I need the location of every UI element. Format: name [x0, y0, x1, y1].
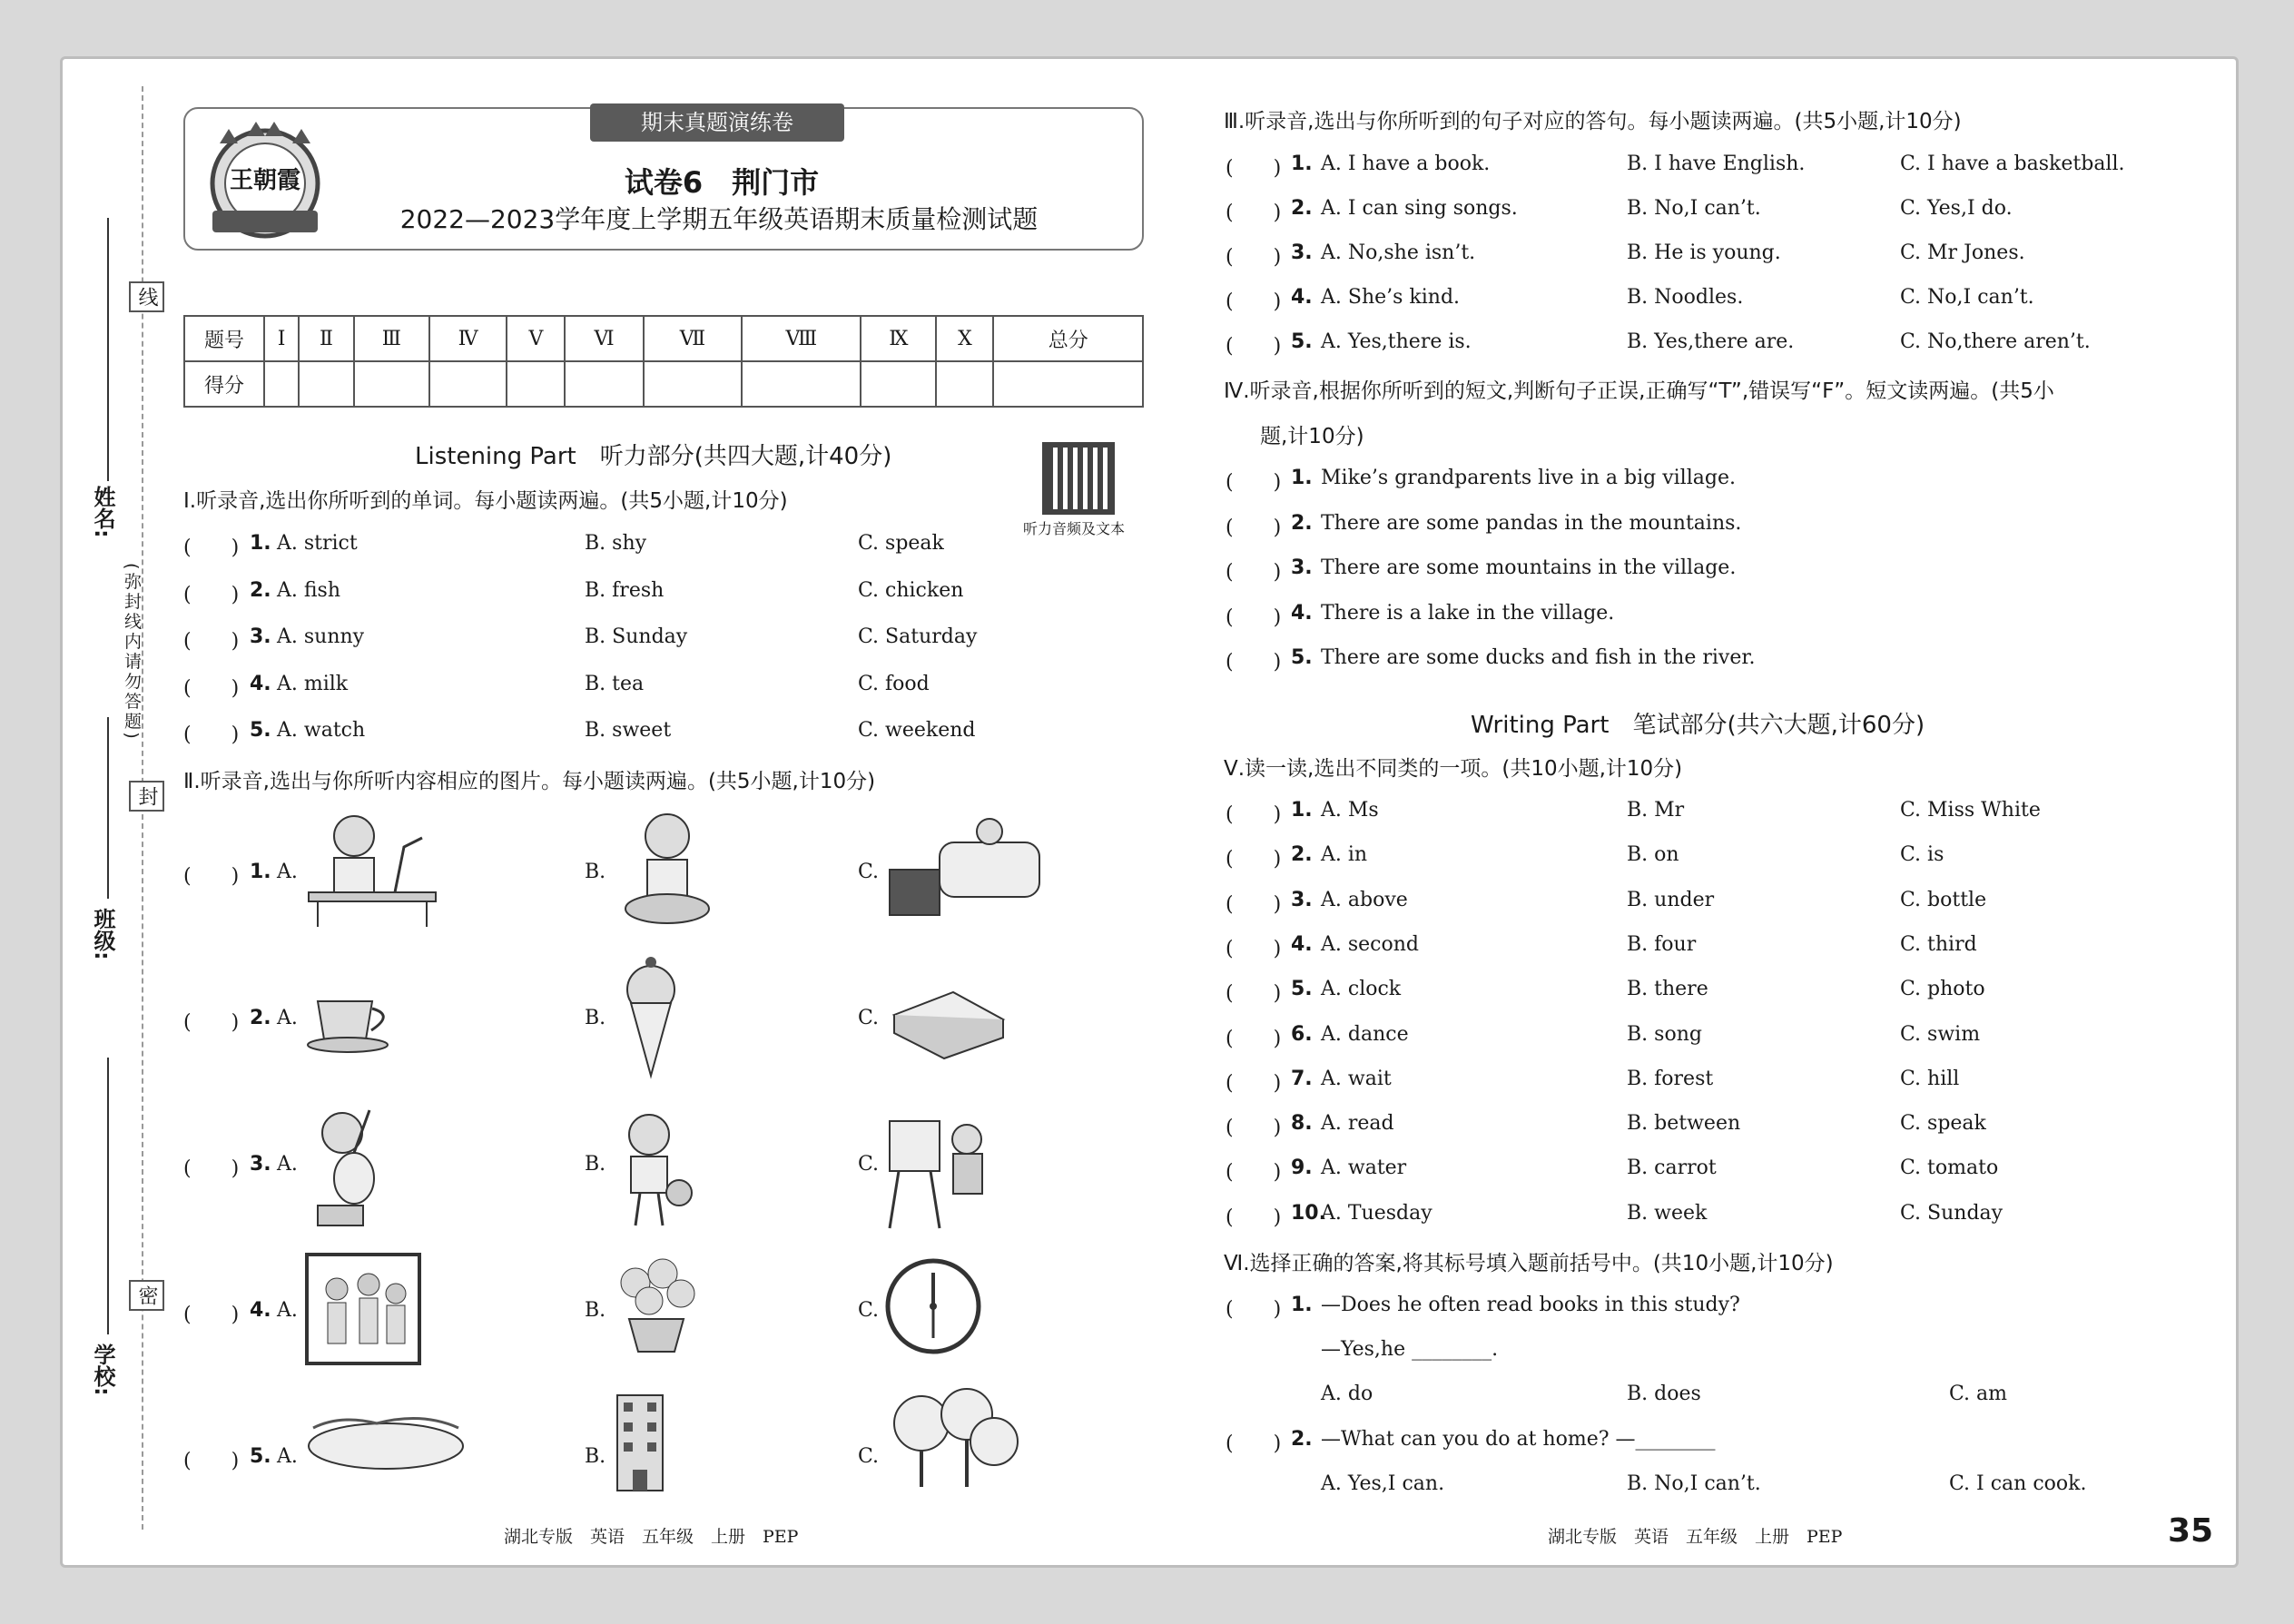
option-b[interactable]: B.	[585, 861, 606, 883]
exam-subtitle: 2022—2023学年度上学期五年级英语期末质量检测试题	[399, 204, 1039, 234]
score-cell[interactable]	[299, 361, 354, 407]
score-col: Ⅹ	[936, 316, 993, 361]
question-number: 2.	[1291, 197, 1313, 220]
option-b[interactable]: B.	[585, 1007, 606, 1029]
answer-bracket[interactable]: ( )	[1226, 848, 1282, 871]
option-a[interactable]: A. I can sing songs.	[1321, 197, 1518, 220]
option-c[interactable]: C. weekend	[858, 719, 976, 742]
answer-bracket[interactable]: ( )	[1226, 157, 1282, 180]
class-blank[interactable]	[107, 717, 109, 899]
cup-of-tea-picture[interactable]	[304, 983, 404, 1056]
answer-bracket[interactable]: ( )	[1226, 1071, 1282, 1095]
option-c[interactable]: C. No,there aren’t.	[1900, 330, 2091, 353]
section-4-title-line2: 题,计10分)	[1260, 425, 1364, 448]
score-col: Ⅷ	[742, 316, 861, 361]
statement: Mike’s grandparents live in a big village.	[1321, 467, 1736, 489]
score-cell[interactable]	[507, 361, 565, 407]
option-a[interactable]: A.	[277, 1007, 298, 1029]
option-a[interactable]: A. read	[1321, 1112, 1394, 1136]
option-b[interactable]: B. forest	[1627, 1067, 1714, 1090]
score-col: Ⅱ	[299, 316, 354, 361]
option-c[interactable]: C.	[858, 861, 880, 883]
girl-sofa-tv-picture[interactable]	[885, 815, 1044, 929]
option-c[interactable]: C. No,I can’t.	[1900, 286, 2034, 309]
question-number: 4.	[1291, 286, 1313, 309]
question-number: 1.	[250, 861, 271, 883]
boy-painting-picture[interactable]	[885, 1112, 989, 1230]
score-col: Ⅴ	[507, 316, 565, 361]
option-c[interactable]: C. Mr Jones.	[1900, 241, 2025, 264]
question-number: 5.	[250, 1445, 271, 1468]
question-number: 7.	[1291, 1067, 1313, 1090]
option-b[interactable]: B. under	[1627, 888, 1715, 911]
lake-picture[interactable]	[304, 1410, 468, 1473]
option-a[interactable]: A. Yes,I can.	[1321, 1472, 1445, 1495]
binding-warning: (弥封线内请勿答题)	[122, 563, 142, 742]
question-number: 2.	[250, 578, 271, 602]
exam-title: 试卷6 荆门市	[624, 165, 820, 200]
option-c[interactable]: C. swim	[1900, 1022, 1981, 1046]
score-col: Ⅰ	[264, 316, 299, 361]
answer-bracket[interactable]: ( )	[183, 630, 240, 653]
option-a[interactable]: A. milk	[277, 672, 349, 695]
option-b[interactable]: B. shy	[585, 532, 647, 555]
answer-bracket[interactable]: ( )	[183, 865, 240, 888]
option-a[interactable]: A.	[277, 861, 298, 883]
answer-bracket[interactable]: ( )	[1226, 561, 1282, 584]
answer-bracket[interactable]: ( )	[1226, 1027, 1282, 1050]
question-number: 3.	[1291, 888, 1313, 911]
binding-seal-mark: 封	[129, 781, 164, 812]
option-a[interactable]: A. dance	[1321, 1022, 1409, 1046]
listening-title: Listening Part 听力部分(共四大题,计40分)	[415, 443, 892, 470]
question-number: 10.	[1291, 1201, 1326, 1225]
option-b[interactable]: B.	[585, 1299, 606, 1322]
question-number: 2.	[250, 1007, 271, 1029]
option-a[interactable]: A. Yes,there is.	[1321, 330, 1472, 353]
ice-cream-picture[interactable]	[622, 953, 681, 1080]
score-col: Ⅶ	[644, 316, 743, 361]
option-c[interactable]: C. Sunday	[1900, 1201, 2004, 1225]
question-number: 1.	[1291, 153, 1313, 175]
score-cell[interactable]	[264, 361, 299, 407]
answer-bracket[interactable]: ( )	[1226, 892, 1282, 916]
forest-picture[interactable]	[885, 1387, 1026, 1491]
option-b[interactable]: B. Noodles.	[1627, 286, 1744, 309]
option-b[interactable]: B.	[585, 1153, 606, 1176]
option-c[interactable]: C.	[858, 1153, 880, 1176]
boy-reading-picture[interactable]	[300, 811, 440, 929]
section-6-title: Ⅵ.选择正确的答案,将其标号填入题前括号中。(共10小题,计10分)	[1224, 1252, 1834, 1275]
question-number: 1.	[1291, 467, 1313, 489]
option-b[interactable]: B. song	[1627, 1022, 1702, 1046]
option-c[interactable]: C. I can cook.	[1949, 1472, 2087, 1495]
answer-bracket[interactable]: ( )	[183, 1450, 240, 1472]
answer-bracket[interactable]: ( )	[183, 676, 240, 700]
answer-bracket[interactable]: ( )	[1226, 471, 1282, 494]
score-cell[interactable]	[993, 361, 1143, 407]
section-3-title: Ⅲ.听录音,选出与你所听到的句子对应的答句。每小题读两遍。(共5小题,计10分)	[1224, 110, 1962, 133]
option-a[interactable]: A. do	[1321, 1383, 1373, 1405]
option-b[interactable]: B. between	[1627, 1112, 1741, 1136]
question-number: 5.	[1291, 330, 1313, 353]
option-c[interactable]: C. bottle	[1900, 888, 1987, 911]
option-c[interactable]: C. hill	[1900, 1067, 1960, 1090]
question-number: 4.	[1291, 601, 1313, 625]
school-label: 学校:	[90, 1343, 115, 1396]
answer-bracket[interactable]: ( )	[1226, 1206, 1282, 1229]
score-table-row-label: 得分	[184, 361, 264, 407]
option-a[interactable]: A. She’s kind.	[1321, 286, 1461, 309]
answer-bracket[interactable]: ( )	[1226, 651, 1282, 674]
option-c[interactable]: C.	[858, 1299, 880, 1322]
qr-caption: 听力音频及文本	[1023, 520, 1126, 537]
question-number: 1.	[250, 532, 271, 555]
logo	[202, 116, 329, 243]
option-b[interactable]: B. fresh	[585, 578, 665, 602]
option-a[interactable]: A. water	[1321, 1156, 1407, 1180]
building-picture[interactable]	[613, 1386, 667, 1495]
banner: 期末真题演练卷	[590, 103, 844, 142]
option-c[interactable]: C. speak	[858, 532, 944, 555]
option-a[interactable]: A.	[277, 1153, 298, 1176]
answer-bracket[interactable]: ( )	[1226, 982, 1282, 1006]
option-c[interactable]: C. third	[1900, 932, 1977, 956]
answer-bracket[interactable]: ( )	[1226, 1298, 1282, 1321]
answer-bracket[interactable]: ( )	[1226, 1432, 1282, 1455]
question-number: 5.	[1291, 646, 1313, 669]
boy-with-ball-picture[interactable]	[608, 1109, 699, 1227]
question-stem: —What can you do at home? —________	[1321, 1428, 1716, 1451]
option-b[interactable]: B. No,I can’t.	[1627, 197, 1761, 220]
page-number: 35	[2168, 1512, 2214, 1550]
option-b[interactable]: B.	[585, 1445, 606, 1468]
clock-picture[interactable]	[883, 1256, 983, 1356]
question-number: 2.	[1291, 843, 1313, 867]
section-5-title: Ⅴ.读一读,选出不同类的一项。(共10小题,计10分)	[1224, 757, 1683, 781]
option-c[interactable]: C. photo	[1900, 978, 1985, 1001]
option-b[interactable]: B. Yes,there are.	[1627, 330, 1795, 353]
question-number: 3.	[1291, 556, 1313, 579]
question-stem: —Does he often read books in this study?	[1321, 1294, 1740, 1316]
answer-bracket[interactable]: ( )	[183, 536, 240, 559]
school-blank[interactable]	[107, 1058, 109, 1334]
option-b[interactable]: B. four	[1627, 932, 1697, 956]
answer-bracket[interactable]: ( )	[1226, 803, 1282, 826]
section-2-title: Ⅱ.听录音,选出与你所听内容相应的图片。每小题读两遍。(共5小题,计10分)	[183, 770, 876, 793]
option-c[interactable]: C. is	[1900, 843, 1944, 867]
question-number: 4.	[250, 672, 271, 695]
option-a[interactable]: A. second	[1321, 932, 1420, 956]
option-b[interactable]: B. on	[1627, 843, 1679, 867]
answer-bracket[interactable]: ( )	[1226, 335, 1282, 358]
score-cell[interactable]	[861, 361, 936, 407]
option-c[interactable]: C.	[858, 1445, 880, 1468]
footer-left: 湖北专版 英语 五年级 上册 PEP	[504, 1527, 799, 1547]
option-a[interactable]: A. above	[1321, 888, 1408, 911]
answer-bracket[interactable]: ( )	[1226, 290, 1282, 313]
option-b[interactable]: B. Mr	[1627, 799, 1685, 822]
option-b[interactable]: B. does	[1627, 1383, 1701, 1405]
option-b[interactable]: B. I have English.	[1627, 153, 1806, 175]
statement: There are some ducks and fish in the river.	[1321, 646, 1756, 669]
option-c[interactable]: C. am	[1949, 1383, 2008, 1405]
answer-bracket[interactable]: ( )	[1226, 1161, 1282, 1185]
answer-bracket[interactable]: ( )	[1226, 1117, 1282, 1140]
qr-code-icon	[1042, 442, 1115, 515]
option-b[interactable]: B. there	[1627, 978, 1708, 1001]
section-4-title-line1: Ⅳ.听录音,根据你所听到的短文,判断句子正误,正确写“T”,错误写“F”。短文读两遍。(共5小	[1224, 379, 2054, 403]
question-number: 6.	[1291, 1022, 1313, 1046]
class-label: 班级:	[90, 908, 115, 960]
family-photo-picture[interactable]	[305, 1253, 421, 1366]
option-b[interactable]: B. No,I can’t.	[1627, 1472, 1761, 1495]
score-col: Ⅸ	[861, 316, 936, 361]
binding-mi-mark: 密	[129, 1280, 164, 1311]
option-a[interactable]: A. watch	[277, 719, 366, 742]
question-number: 4.	[250, 1299, 271, 1322]
answer-bracket[interactable]: ( )	[1226, 937, 1282, 960]
option-c[interactable]: C. Miss White	[1900, 799, 2041, 822]
option-c[interactable]: C. I have a basketball.	[1900, 153, 2125, 175]
question-number: 2.	[1291, 1428, 1313, 1451]
option-b[interactable]: B. Sunday	[585, 625, 688, 648]
option-b[interactable]: B. carrot	[1627, 1156, 1717, 1180]
option-a[interactable]: A. Tuesday	[1321, 1201, 1433, 1225]
question-number: 9.	[1291, 1156, 1313, 1180]
question-answer-blank: —Yes,he ________.	[1321, 1338, 1499, 1361]
flowers-picture[interactable]	[613, 1255, 699, 1355]
name-blank[interactable]	[107, 218, 109, 481]
option-c[interactable]: C. speak	[1900, 1112, 1986, 1136]
answer-bracket[interactable]: ( )	[1226, 516, 1282, 539]
binding-line-mark: 线	[129, 281, 164, 312]
option-b[interactable]: B. tea	[585, 672, 645, 695]
score-cell[interactable]	[354, 361, 429, 407]
question-number: 3.	[1291, 241, 1313, 264]
option-a[interactable]: A.	[277, 1299, 298, 1322]
option-c[interactable]: C. Saturday	[858, 625, 978, 648]
score-cell[interactable]	[565, 361, 643, 407]
statement: There are some mountains in the village.	[1321, 556, 1737, 579]
answer-bracket[interactable]: ( )	[183, 583, 240, 606]
answer-bracket[interactable]: ( )	[183, 723, 240, 746]
question-number: 1.	[1291, 1294, 1313, 1316]
answer-bracket[interactable]: ( )	[183, 1304, 240, 1326]
score-cell[interactable]	[644, 361, 743, 407]
option-a[interactable]: A. I have a book.	[1321, 153, 1491, 175]
score-col-total: 总分	[993, 316, 1143, 361]
question-number: 8.	[1291, 1112, 1313, 1136]
option-b[interactable]: B. He is young.	[1627, 241, 1781, 264]
question-number: 5.	[1291, 978, 1313, 1001]
footer-right: 湖北专版 英语 五年级 上册 PEP	[1548, 1527, 1843, 1547]
option-a[interactable]: A. wait	[1321, 1067, 1392, 1090]
option-a[interactable]: A. fish	[277, 578, 341, 602]
option-a[interactable]: A. sunny	[277, 625, 365, 648]
question-number: 1.	[1291, 799, 1313, 822]
score-cell[interactable]	[429, 361, 507, 407]
question-number: 3.	[250, 1153, 271, 1176]
option-a[interactable]: A. No,she isn’t.	[1321, 241, 1476, 264]
section-1-title: Ⅰ.听录音,选出你所听到的单词。每小题读两遍。(共5小题,计10分)	[183, 489, 788, 513]
statement: There is a lake in the village.	[1321, 601, 1615, 625]
girl-playing-pipa-picture[interactable]	[304, 1106, 390, 1228]
score-col: Ⅵ	[565, 316, 643, 361]
sandwich-picture[interactable]	[890, 988, 1008, 1060]
question-number: 5.	[250, 719, 271, 742]
score-cell[interactable]	[936, 361, 993, 407]
statement: There are some pandas in the mountains.	[1321, 511, 1742, 535]
question-number: 3.	[250, 625, 271, 648]
score-cell[interactable]	[742, 361, 861, 407]
answer-bracket[interactable]: ( )	[183, 1157, 240, 1180]
question-number: 2.	[1291, 511, 1313, 535]
score-col: Ⅲ	[354, 316, 429, 361]
score-table-header: 题号	[184, 316, 264, 361]
name-label: 姓名:	[90, 486, 115, 538]
score-col: Ⅳ	[429, 316, 507, 361]
option-c[interactable]: C. chicken	[858, 578, 964, 602]
answer-bracket[interactable]: ( )	[1226, 202, 1282, 224]
score-table	[183, 315, 1144, 408]
option-b[interactable]: B. week	[1627, 1201, 1708, 1225]
option-a[interactable]: A. in	[1321, 843, 1368, 867]
question-number: 4.	[1291, 932, 1313, 956]
answer-bracket[interactable]: ( )	[1226, 246, 1282, 269]
answer-bracket[interactable]: ( )	[183, 1011, 240, 1034]
logo-text: 王朝霞	[229, 167, 300, 194]
option-c[interactable]: C. food	[858, 672, 930, 695]
option-a[interactable]: A. clock	[1321, 978, 1402, 1001]
option-a[interactable]: A.	[277, 1445, 298, 1468]
answer-bracket[interactable]: ( )	[1226, 605, 1282, 629]
option-a[interactable]: A. Ms	[1321, 799, 1379, 822]
option-c[interactable]: C. Yes,I do.	[1900, 197, 2013, 220]
option-a[interactable]: A. strict	[277, 532, 358, 555]
option-b[interactable]: B. sweet	[585, 719, 672, 742]
girl-washing-picture[interactable]	[620, 811, 715, 929]
option-c[interactable]: C. tomato	[1900, 1156, 1999, 1180]
option-c[interactable]: C.	[858, 1007, 880, 1029]
writing-title: Writing Part 笔试部分(共六大题,计60分)	[1471, 712, 1925, 739]
